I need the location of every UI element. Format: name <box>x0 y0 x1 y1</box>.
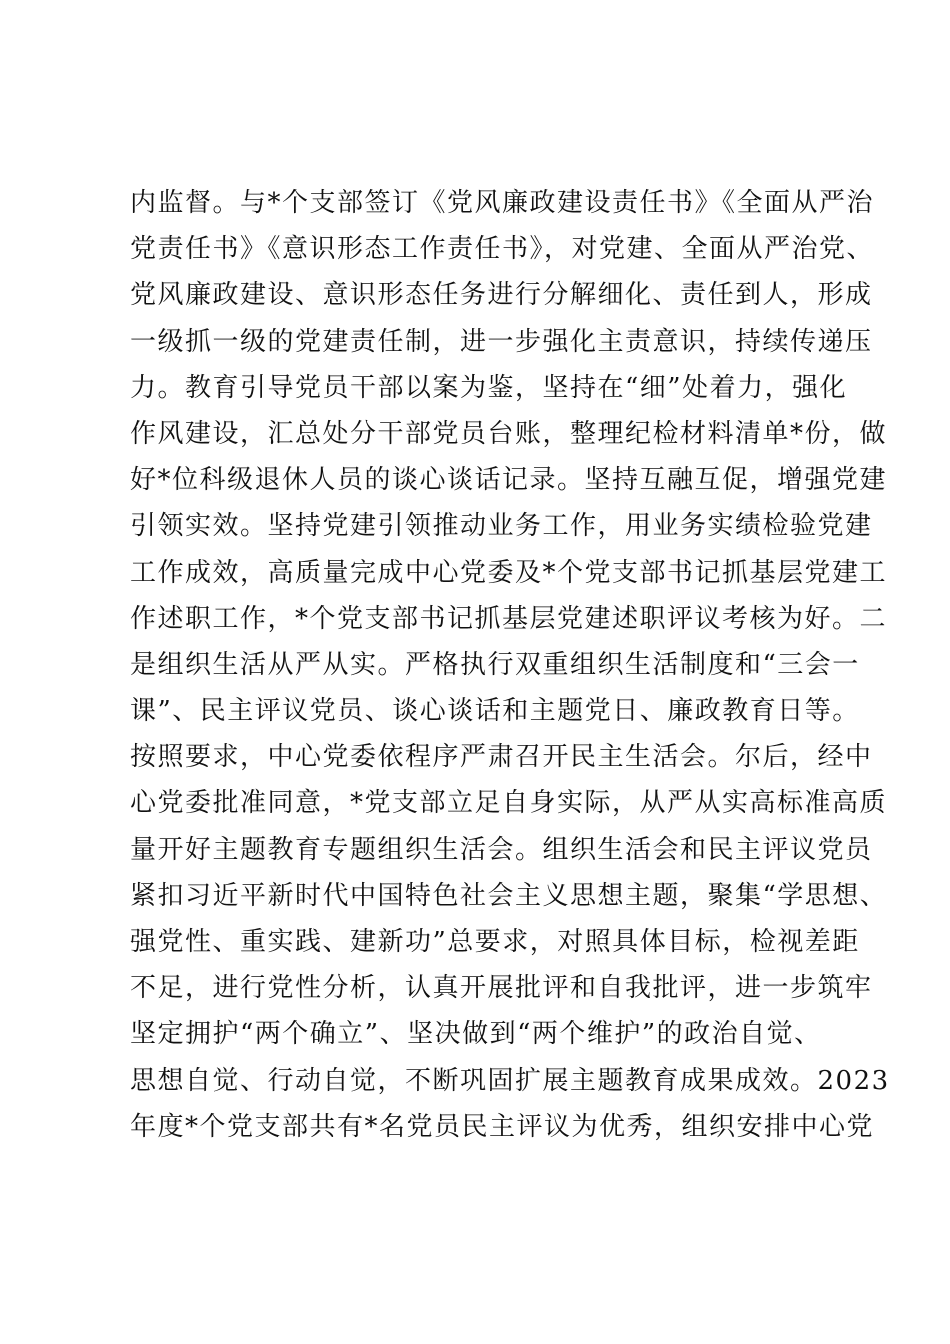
body-text <box>130 180 890 1150</box>
text-line-4: 一级抓一级的党建责任制，进一步强化主责意识，持续传递压 <box>130 326 873 357</box>
text-line-3: 党风廉政建设、意识形态任务进行分解细化、责任到人，形成 <box>130 280 873 311</box>
text-line-20: 思想自觉、行动自觉，不断巩固扩展主题教育成果成效。2023 <box>130 1065 890 1096</box>
text-line-6: 作风建设，汇总处分干部党员台账，整理纪检材料清单*份，做 <box>130 418 888 449</box>
text-line-10: 作述职工作，*个党支部书记抓基层党建述职评议考核为好。二 <box>130 603 888 634</box>
text-line-15: 量开好主题教育专题组织生活会。组织生活会和民主评议党员 <box>130 834 873 865</box>
text-line-8: 引领实效。坚持党建引领推动业务工作，用业务实绩检验党建 <box>130 511 873 542</box>
text-line-9: 工作成效，高质量完成中心党委及*个党支部书记抓基层党建工 <box>130 557 888 588</box>
text-line-14: 心党委批准同意，*党支部立足自身实际，从严从实高标准高质 <box>130 788 888 819</box>
text-line-21: 年度*个党支部共有*名党员民主评议为优秀，组织安排中心党 <box>130 1111 875 1142</box>
text-line-1: 内监督。与*个支部签订《党风廉政建设责任书》《全面从严治 <box>130 188 875 218</box>
text-line-19: 坚定拥护“两个确立”、坚决做到“两个维护”的政治自觉、 <box>130 1019 822 1050</box>
text-line-11: 是组织生活从严从实。严格执行双重组织生活制度和“三会一 <box>130 649 860 680</box>
text-line-13: 按照要求，中心党委依程序严肃召开民主生活会。尔后，经中 <box>130 742 873 773</box>
text-line-12: 课”、民主评议党员、谈心谈话和主题党日、廉政教育日等。 <box>130 696 860 727</box>
text-line-18: 不足，进行党性分析，认真开展批评和自我批评，进一步筑牢 <box>130 973 873 1004</box>
text-line-2: 党责任书》《意识形态工作责任书》，对党建、全面从严治党、 <box>130 234 875 265</box>
text-line-16: 紧扣习近平新时代中国特色社会主义思想主题，聚集“学思想、 <box>130 880 888 911</box>
text-line-17: 强党性、重实践、建新功”总要求，对照具体目标，检视差距 <box>130 927 860 957</box>
text-line-7: 好*位科级退休人员的谈心谈话记录。坚持互融互促，增强党建 <box>130 465 888 496</box>
text-line-5: 力。教育引导党员干部以案为鉴，坚持在“细”处着力，强化 <box>130 372 848 403</box>
